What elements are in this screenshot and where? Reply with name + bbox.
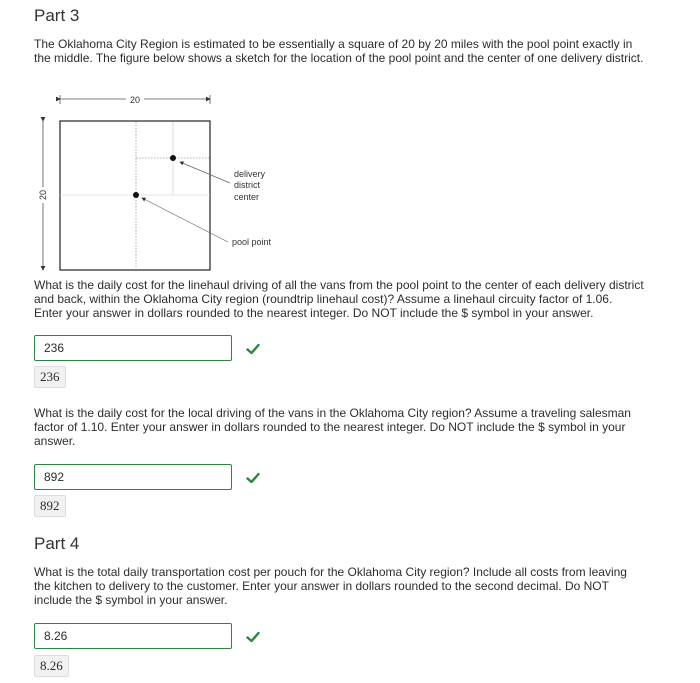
local-driving-cost-input[interactable] [34, 464, 232, 490]
linehaul-cost-input[interactable] [34, 335, 232, 361]
answer-preview: 892 [34, 495, 66, 517]
delivery-district-center-point [170, 155, 176, 161]
pool-point [133, 192, 139, 198]
answer-preview: 8.26 [34, 655, 69, 677]
delivery-label-line-1: delivery [234, 169, 266, 179]
question-local-driving-cost: What is the daily cost for the local driving of the vans in the Oklahoma City region? Assume a traveling salesman factor of 1.10. Enter your answer in dollars rounded to the nearest integer. Do NOT include the $ symbol in your answer. [34, 406, 631, 448]
cost-per-pouch-input[interactable] [34, 623, 232, 649]
check-icon [246, 343, 260, 355]
check-icon [246, 472, 260, 484]
check-icon [246, 631, 260, 643]
region-sketch-figure [30, 92, 280, 274]
height-label: 20 [38, 189, 48, 201]
question-linehaul-cost: What is the daily cost for the linehaul driving of all the vans from the pool point to the center of each delivery district and back, within the Oklahoma City region (roundtrip linehaul cost)? Assume a linehaul circuity factor of 1.06. Enter your answer in dollars rounded to the nearest integer. Do NOT include the $ symbol in your answer. [34, 278, 644, 320]
part-3-intro: The Oklahoma City Region is estimated to be essentially a square of 20 by 20 miles with the pool point exactly in the middle. The figure below shows a sketch for the location of the pool point and the center of one delivery district. [34, 37, 644, 65]
part-4-title: Part 4 [34, 534, 80, 553]
width-label: 20 [129, 95, 141, 105]
question-cost-per-pouch: What is the total daily transportation cost per pouch for the Oklahoma City region? Include all costs from leaving the kitchen to delivery to the customer. Enter your answer in dollars rounded to the second decimal. Do NOT include the $ symbol in your answer. [34, 565, 627, 607]
pool-point-label: pool point [232, 237, 272, 247]
delivery-label-line-3: center [234, 192, 260, 202]
part-3-title: Part 3 [34, 6, 80, 25]
answer-preview: 236 [34, 366, 66, 388]
delivery-label-line-2: district [234, 180, 261, 190]
